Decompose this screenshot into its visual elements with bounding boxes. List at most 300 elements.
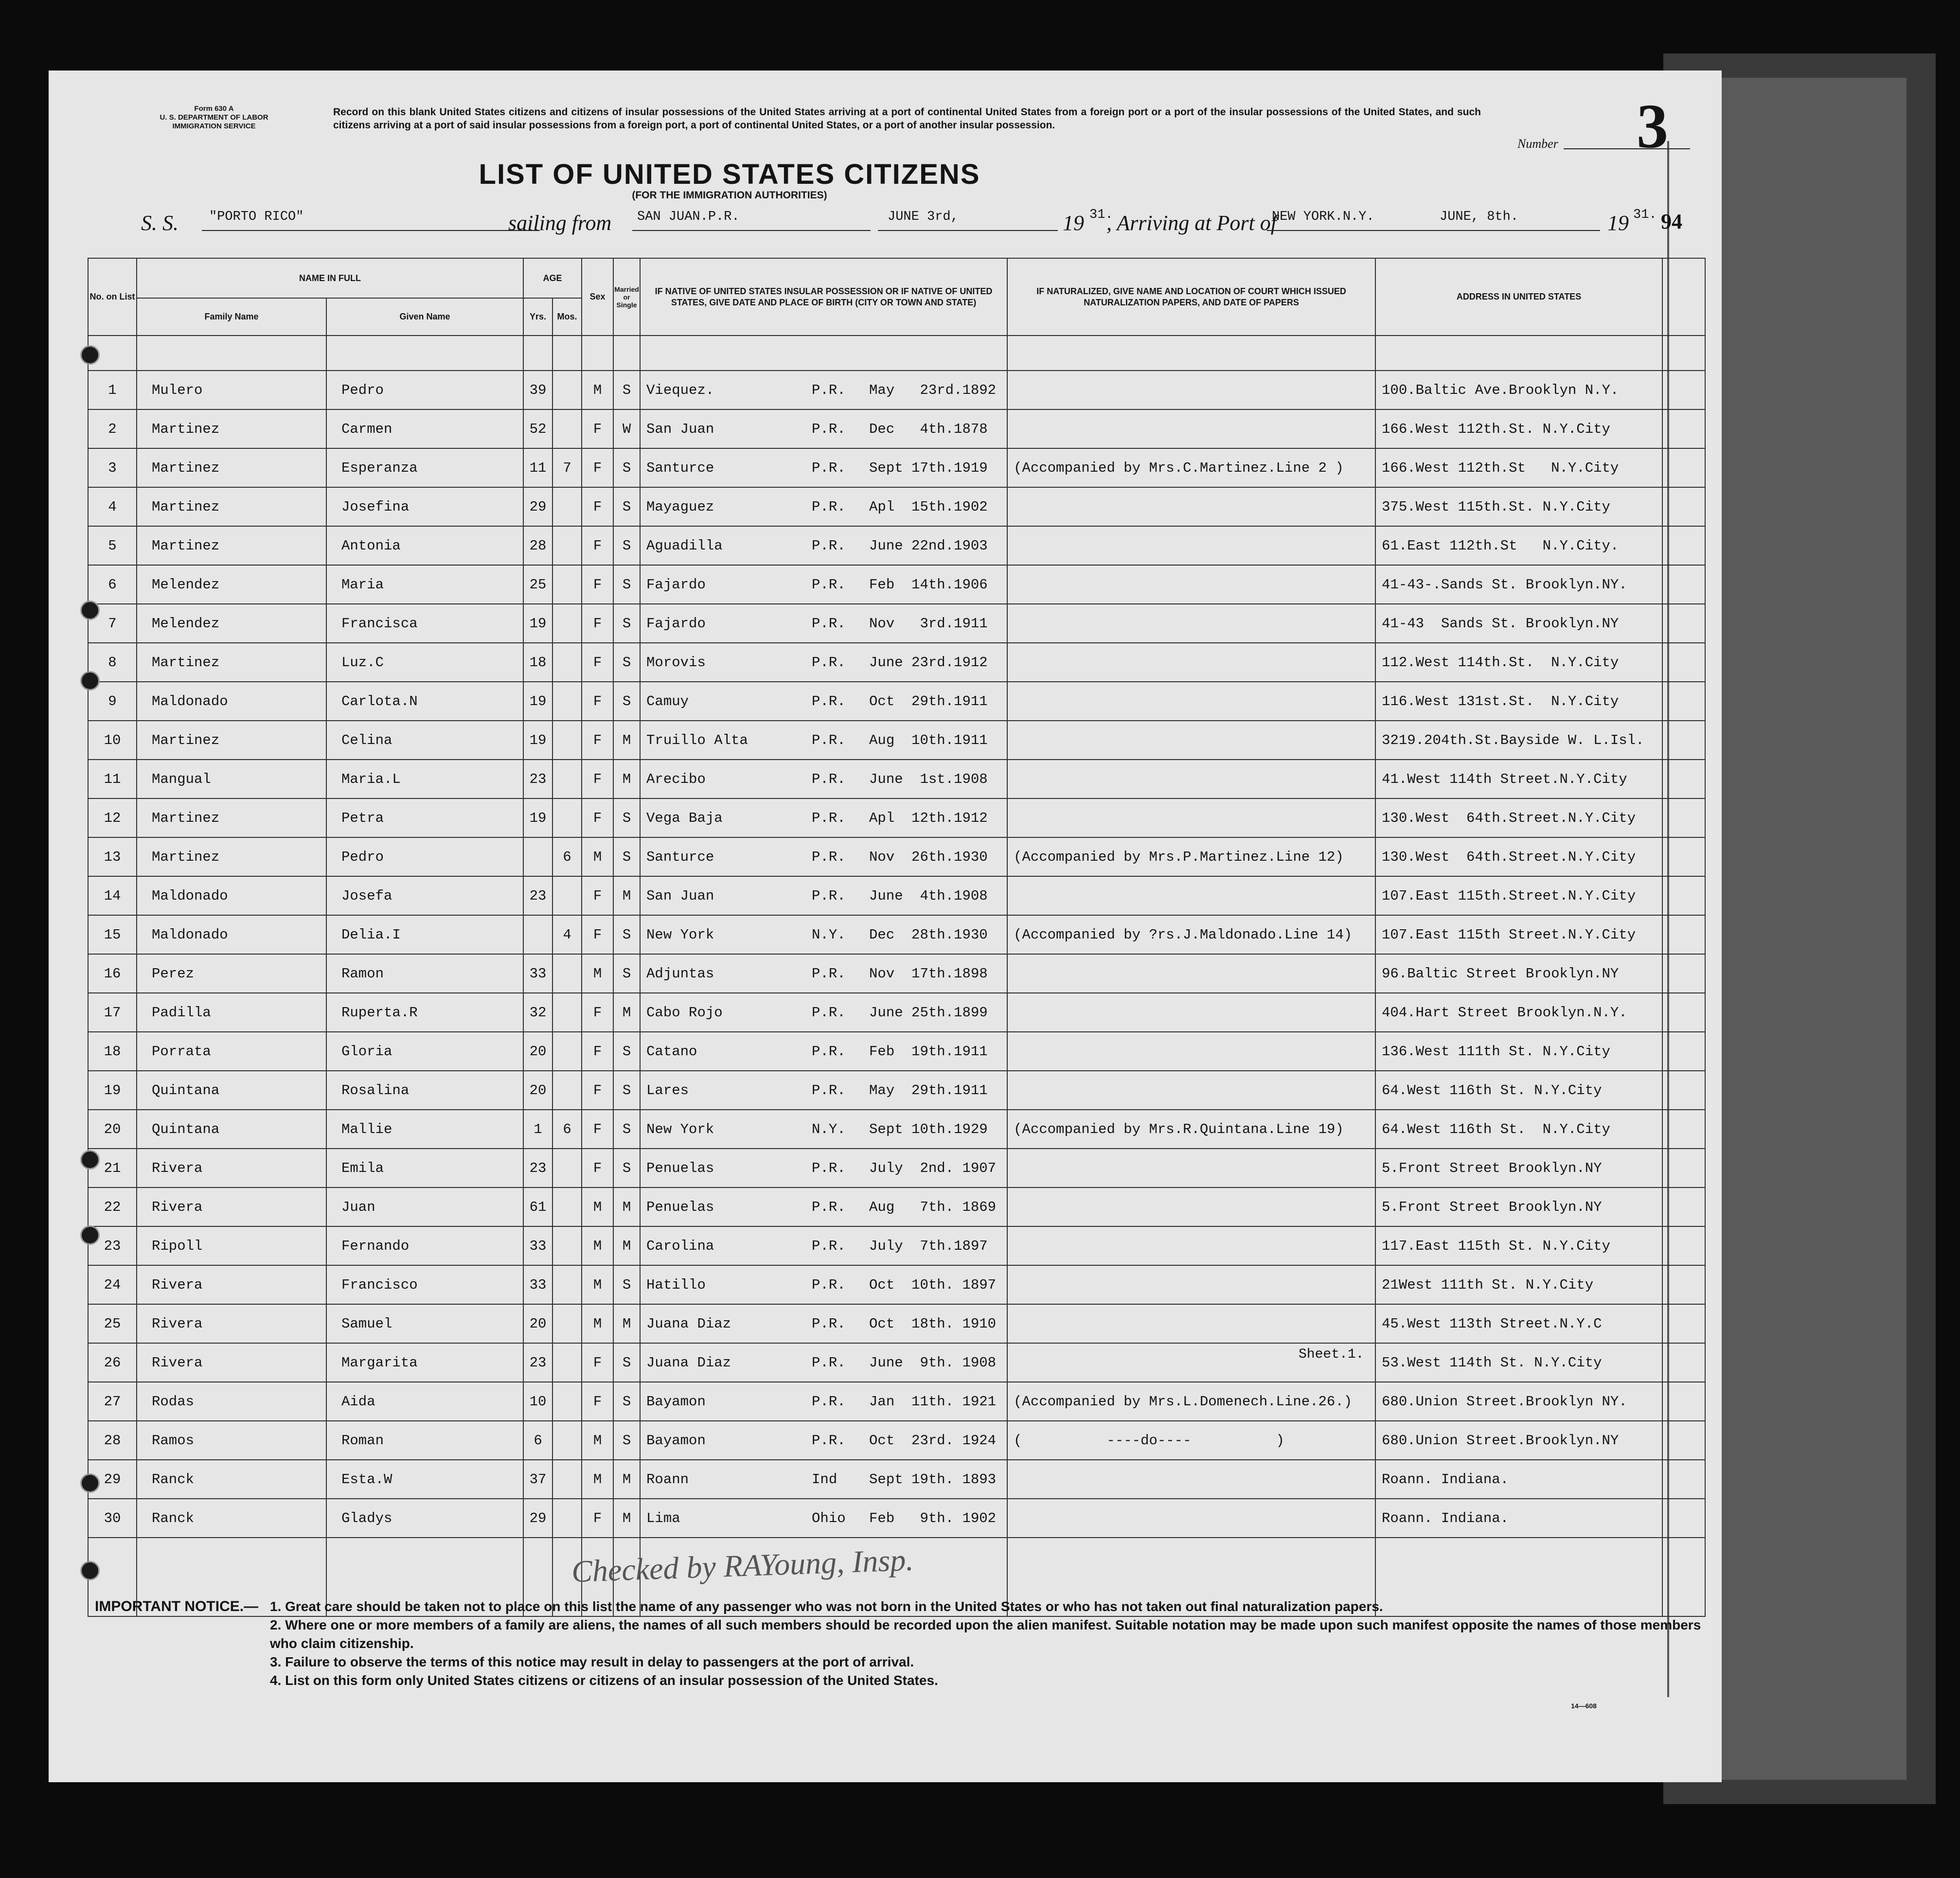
family-name: Martinez <box>137 448 326 487</box>
birth-info <box>640 643 1007 682</box>
given-name: Ramon <box>326 954 523 993</box>
birth-date: Apl 12th.1912 <box>869 810 988 826</box>
row-number: 29 <box>88 1460 137 1499</box>
birth-state: P.R. <box>812 1393 846 1410</box>
birth-place: Penuelas <box>646 1160 714 1176</box>
age-years: 19 <box>523 721 552 760</box>
age-months <box>552 1421 582 1460</box>
row-number: 16 <box>88 954 137 993</box>
given-name: Samuel <box>326 1304 523 1343</box>
birth-date: Nov 26th.1930 <box>869 849 988 865</box>
family-name: Quintana <box>137 1071 326 1110</box>
birth-date: June 25th.1899 <box>869 1004 988 1021</box>
row-number: 3 <box>88 448 137 487</box>
birth-place: Catano <box>646 1043 697 1060</box>
birth-state: P.R. <box>812 965 846 982</box>
birth-place: Camuy <box>646 693 689 709</box>
blank-cell <box>1662 409 1705 448</box>
sex: F <box>582 915 613 954</box>
table-row <box>88 1304 1705 1343</box>
birth-date: Feb 19th.1911 <box>869 1043 988 1060</box>
notice-heading: IMPORTANT NOTICE.— <box>95 1598 259 1614</box>
birth-date: June 22nd.1903 <box>869 537 988 554</box>
age-years: 20 <box>523 1071 552 1110</box>
birth-state: P.R. <box>812 1315 846 1332</box>
us-address: Roann. Indiana. <box>1375 1499 1662 1538</box>
row-number: 23 <box>88 1226 137 1265</box>
birth-info <box>640 1187 1007 1226</box>
birth-date: Feb 9th. 1902 <box>869 1510 997 1526</box>
marital-status: M <box>613 1460 640 1499</box>
us-address: 41.West 114th Street.N.Y.City <box>1375 760 1662 798</box>
table-row <box>88 760 1705 798</box>
marital-status: S <box>613 487 640 526</box>
birth-date: Sept 10th.1929 <box>869 1121 988 1137</box>
page-subtitle: (FOR THE IMMIGRATION AUTHORITIES) <box>632 190 827 201</box>
blank-cell <box>1662 954 1705 993</box>
age-months <box>552 721 582 760</box>
birth-state: P.R. <box>812 576 846 593</box>
birth-state: P.R. <box>812 654 846 671</box>
family-name: Rodas <box>137 1382 326 1421</box>
naturalization-note <box>1007 1499 1375 1538</box>
marital-status: M <box>613 721 640 760</box>
naturalization-note <box>1007 798 1375 837</box>
table-row <box>88 1460 1705 1499</box>
family-name: Rivera <box>137 1343 326 1382</box>
table-row <box>88 1149 1705 1187</box>
sex: M <box>582 1187 613 1226</box>
given-name: Pedro <box>326 837 523 876</box>
naturalization-note: (Accompanied by Mrs.C.Martinez.Line 2 ) <box>1007 448 1375 487</box>
birth-info <box>640 487 1007 526</box>
age-months <box>552 1343 582 1382</box>
blank-cell <box>1662 487 1705 526</box>
birth-date: June 23rd.1912 <box>869 654 988 671</box>
age-months <box>552 1032 582 1071</box>
naturalization-note: (Accompanied by Mrs.P.Martinez.Line 12) <box>1007 837 1375 876</box>
sex: F <box>582 448 613 487</box>
birth-state: P.R. <box>812 887 846 904</box>
age-years: 1 <box>523 1110 552 1149</box>
birth-info <box>640 876 1007 915</box>
marital-status: M <box>613 876 640 915</box>
marital-status: M <box>613 760 640 798</box>
blank-cell <box>1662 837 1705 876</box>
given-name: Josefina <box>326 487 523 526</box>
age-months <box>552 1382 582 1421</box>
arrival-date: JUNE, 8th. <box>1440 210 1519 224</box>
blank-cell <box>1662 1187 1705 1226</box>
birth-place: Adjuntas <box>646 965 714 982</box>
sex: F <box>582 1110 613 1149</box>
birth-state: P.R. <box>812 1276 846 1293</box>
table-row <box>88 1071 1705 1110</box>
age-years: 25 <box>523 565 552 604</box>
given-name: Juan <box>326 1187 523 1226</box>
given-name: Aida <box>326 1382 523 1421</box>
age-months <box>552 760 582 798</box>
arrival-port: NEW YORK.N.Y. <box>1272 210 1374 224</box>
sex: F <box>582 409 613 448</box>
given-name: Mallie <box>326 1110 523 1149</box>
family-name: Rivera <box>137 1304 326 1343</box>
birth-place: Santurce <box>646 460 714 476</box>
birth-date: Aug 10th.1911 <box>869 732 988 748</box>
age-months <box>552 1071 582 1110</box>
age-years: 23 <box>523 1149 552 1187</box>
blank-cell <box>1662 760 1705 798</box>
us-address: 41-43-.Sands St. Brooklyn.NY. <box>1375 565 1662 604</box>
birth-place: New York <box>646 926 714 943</box>
notice-item: 4. List on this form only United States citizens or citizens of an insular possession of the United States. <box>270 1673 938 1688</box>
age-years: 18 <box>523 643 552 682</box>
col-address: ADDRESS IN UNITED STATES <box>1375 258 1662 336</box>
departure-port-underline <box>632 230 871 231</box>
birth-state: P.R. <box>812 498 846 515</box>
departure-year-suffix: 31. <box>1089 208 1113 222</box>
birth-info <box>640 1304 1007 1343</box>
birth-place: New York <box>646 1121 714 1137</box>
family-name: Martinez <box>137 798 326 837</box>
marital-status: W <box>613 409 640 448</box>
inspector-signature: Checked by RAYoung, Insp. <box>570 1542 914 1589</box>
birth-info <box>640 565 1007 604</box>
us-address: 107.East 115th.Street.N.Y.City <box>1375 876 1662 915</box>
row-number: 17 <box>88 993 137 1032</box>
birth-info <box>640 1421 1007 1460</box>
birth-place: Vega Baja <box>646 810 723 826</box>
age-years: 52 <box>523 409 552 448</box>
passenger-rows <box>88 336 1705 1616</box>
marital-status: S <box>613 682 640 721</box>
age-months <box>552 371 582 409</box>
birth-state: P.R. <box>812 1238 846 1254</box>
blank-cell <box>1662 371 1705 409</box>
naturalization-note <box>1007 1304 1375 1343</box>
us-address: Roann. Indiana. <box>1375 1460 1662 1499</box>
naturalization-note <box>1007 1265 1375 1304</box>
birth-place: Juana Diaz <box>646 1354 731 1371</box>
birth-date: May 29th.1911 <box>869 1082 988 1098</box>
given-name: Petra <box>326 798 523 837</box>
blank-cell <box>1662 1265 1705 1304</box>
us-address: 107.East 115th Street.N.Y.City <box>1375 915 1662 954</box>
col-sex: Sex <box>582 258 613 336</box>
sex: M <box>582 837 613 876</box>
naturalization-note <box>1007 565 1375 604</box>
row-number: 19 <box>88 1071 137 1110</box>
family-name: Perez <box>137 954 326 993</box>
naturalization-note: (Accompanied by Mrs.R.Quintana.Line 19) <box>1007 1110 1375 1149</box>
birth-date: Nov 3rd.1911 <box>869 615 988 632</box>
row-number: 22 <box>88 1187 137 1226</box>
birth-info <box>640 760 1007 798</box>
naturalization-note <box>1007 526 1375 565</box>
birth-place: San Juan <box>646 421 714 437</box>
us-address: 61.East 112th.St N.Y.City. <box>1375 526 1662 565</box>
arriving-label: , Arriving at Port of <box>1106 211 1277 235</box>
us-address: 53.West 114th St. N.Y.City <box>1375 1343 1662 1382</box>
sex: M <box>582 1460 613 1499</box>
given-name: Francisca <box>326 604 523 643</box>
row-number: 1 <box>88 371 137 409</box>
blank-cell <box>1662 993 1705 1032</box>
blank-cell <box>1662 1421 1705 1460</box>
age-months <box>552 954 582 993</box>
us-address: 21West 111th St. N.Y.City <box>1375 1265 1662 1304</box>
table-row <box>88 1421 1705 1460</box>
sex: M <box>582 954 613 993</box>
birth-place: Penuelas <box>646 1199 714 1215</box>
birth-place: Aguadilla <box>646 537 723 554</box>
birth-date: June 9th. 1908 <box>869 1354 997 1371</box>
table-row <box>88 798 1705 837</box>
age-months <box>552 798 582 837</box>
age-months <box>552 526 582 565</box>
sex: M <box>582 371 613 409</box>
marital-status: S <box>613 798 640 837</box>
age-months: 6 <box>552 837 582 876</box>
birth-date: July 2nd. 1907 <box>869 1160 997 1176</box>
ss-label: S. S. <box>141 211 178 235</box>
age-months <box>552 993 582 1032</box>
age-months <box>552 1304 582 1343</box>
table-row <box>88 1382 1705 1421</box>
arrival-year-suffix: 31. <box>1633 208 1657 222</box>
birth-info <box>640 604 1007 643</box>
family-name: Rivera <box>137 1265 326 1304</box>
blank-cell <box>1662 915 1705 954</box>
given-name: Francisco <box>326 1265 523 1304</box>
us-address: 96.Baltic Street Brooklyn.NY <box>1375 954 1662 993</box>
birth-date: Dec 4th.1878 <box>869 421 988 437</box>
blank-cell <box>1662 1460 1705 1499</box>
given-name: Esperanza <box>326 448 523 487</box>
page-number: 94 <box>1661 210 1682 233</box>
age-months: 4 <box>552 915 582 954</box>
col-birth: IF NATIVE OF UNITED STATES INSULAR POSSESSION OR IF NATIVE OF UNITED STATES, GIVE DATE AND PLACE OF BIRTH (CITY OR TOWN AND STATE) <box>640 258 1007 336</box>
family-name: Ripoll <box>137 1226 326 1265</box>
us-address: 117.East 115th St. N.Y.City <box>1375 1226 1662 1265</box>
birth-state: P.R. <box>812 615 846 632</box>
blank-cell <box>1662 1032 1705 1071</box>
arrival-port-underline <box>1267 230 1457 231</box>
given-name: Luz.C <box>326 643 523 682</box>
row-number: 12 <box>88 798 137 837</box>
marital-status: S <box>613 1421 640 1460</box>
given-name: Celina <box>326 721 523 760</box>
birth-state: P.R. <box>812 537 846 554</box>
birth-state: P.R. <box>812 1160 846 1176</box>
row-number: 25 <box>88 1304 137 1343</box>
age-years: 10 <box>523 1382 552 1421</box>
age-months <box>552 1226 582 1265</box>
table-row <box>88 954 1705 993</box>
age-months <box>552 409 582 448</box>
birth-info <box>640 993 1007 1032</box>
sex: F <box>582 1343 613 1382</box>
birth-date: Aug 7th. 1869 <box>869 1199 997 1215</box>
naturalization-note <box>1007 643 1375 682</box>
family-name: Rivera <box>137 1187 326 1226</box>
family-name: Melendez <box>137 604 326 643</box>
birth-info <box>640 448 1007 487</box>
us-address: 5.Front Street Brooklyn.NY <box>1375 1187 1662 1226</box>
col-no-on-list: No. on List <box>88 258 137 336</box>
birth-date: Sept 19th. 1893 <box>869 1471 997 1488</box>
birth-place: Juana Diaz <box>646 1315 731 1332</box>
table-row <box>88 448 1705 487</box>
birth-info <box>640 1032 1007 1071</box>
given-name: Carlota.N <box>326 682 523 721</box>
table-row <box>88 526 1705 565</box>
col-name-in-full: NAME IN FULL <box>137 258 523 298</box>
number-underline <box>1564 148 1690 149</box>
sex: F <box>582 993 613 1032</box>
given-name: Pedro <box>326 371 523 409</box>
row-number: 14 <box>88 876 137 915</box>
age-months <box>552 682 582 721</box>
family-name: Maldonado <box>137 915 326 954</box>
given-name: Carmen <box>326 409 523 448</box>
punch-hole <box>80 671 100 691</box>
birth-info <box>640 1149 1007 1187</box>
sex: F <box>582 526 613 565</box>
blank-cell <box>1662 798 1705 837</box>
table-row <box>88 1187 1705 1226</box>
birth-info <box>640 1343 1007 1382</box>
blank-cell <box>1662 682 1705 721</box>
age-years: 23 <box>523 760 552 798</box>
naturalization-note <box>1007 487 1375 526</box>
birth-info <box>640 721 1007 760</box>
given-name: Delia.I <box>326 915 523 954</box>
birth-place: Fajardo <box>646 615 706 632</box>
table-row <box>88 915 1705 954</box>
age-months <box>552 604 582 643</box>
sex: F <box>582 798 613 837</box>
ship-name: "PORTO RICO" <box>209 210 304 224</box>
marital-status: S <box>613 915 640 954</box>
col-blank <box>1662 258 1705 336</box>
given-name: Antonia <box>326 526 523 565</box>
table-header-row <box>88 258 1705 298</box>
manifest-page <box>49 71 1722 1782</box>
age-months <box>552 643 582 682</box>
birth-info <box>640 409 1007 448</box>
blank-cell <box>1662 448 1705 487</box>
departure-year-prefix: 19 <box>1063 211 1084 235</box>
col-married-single: Married or Single <box>613 258 640 336</box>
family-name: Martinez <box>137 721 326 760</box>
marital-status: S <box>613 1149 640 1187</box>
punch-hole <box>80 1150 100 1169</box>
naturalization-note <box>1007 1032 1375 1071</box>
birth-place: Lima <box>646 1510 680 1526</box>
birth-state: P.R. <box>812 771 846 787</box>
sex: F <box>582 1382 613 1421</box>
table-row <box>88 604 1705 643</box>
family-name: Martinez <box>137 837 326 876</box>
marital-status: S <box>613 565 640 604</box>
blank-cell <box>1662 1149 1705 1187</box>
marital-status: S <box>613 371 640 409</box>
marital-status: M <box>613 993 640 1032</box>
given-name: Margarita <box>326 1343 523 1382</box>
page-title: LIST OF UNITED STATES CITIZENS <box>479 159 980 190</box>
marital-status: S <box>613 643 640 682</box>
birth-place: Santurce <box>646 849 714 865</box>
us-address: 64.West 116th St. N.Y.City <box>1375 1071 1662 1110</box>
marital-status: S <box>613 1032 640 1071</box>
form-code: 14—608 <box>1571 1702 1597 1710</box>
naturalization-note <box>1007 604 1375 643</box>
age-years: 33 <box>523 954 552 993</box>
form-identifier: Form 630 A U. S. DEPARTMENT OF LABOR IMMIGRATION SERVICE <box>160 105 268 130</box>
age-months <box>552 565 582 604</box>
birth-place: Truillo Alta <box>646 732 748 748</box>
us-address: 166.West 112th.St N.Y.City <box>1375 448 1662 487</box>
given-name: Emila <box>326 1149 523 1187</box>
sex: F <box>582 1032 613 1071</box>
table-row <box>88 409 1705 448</box>
table-row <box>88 837 1705 876</box>
row-number: 21 <box>88 1149 137 1187</box>
sex: F <box>582 487 613 526</box>
given-name: Gladys <box>326 1499 523 1538</box>
birth-date: June 1st.1908 <box>869 771 988 787</box>
age-years <box>523 837 552 876</box>
table-row <box>88 643 1705 682</box>
birth-place: Morovis <box>646 654 706 671</box>
sex: M <box>582 1304 613 1343</box>
underlying-sheet-edge <box>1702 78 1907 1780</box>
row-number: 10 <box>88 721 137 760</box>
row-number: 27 <box>88 1382 137 1421</box>
given-name: Josefa <box>326 876 523 915</box>
birth-state: P.R. <box>812 1354 846 1371</box>
sex: F <box>582 1071 613 1110</box>
row-number: 11 <box>88 760 137 798</box>
us-address: 130.West 64th.Street.N.Y.City <box>1375 798 1662 837</box>
birth-place: Mayaguez <box>646 498 714 515</box>
naturalization-note <box>1007 1226 1375 1265</box>
us-address: 64.West 116th St. N.Y.City <box>1375 1110 1662 1149</box>
birth-place: Viequez. <box>646 382 714 398</box>
number-label: Number <box>1517 137 1558 151</box>
col-family-name: Family Name <box>137 298 326 336</box>
birth-info <box>640 1071 1007 1110</box>
birth-date: June 4th.1908 <box>869 887 988 904</box>
birth-state: P.R. <box>812 1043 846 1060</box>
birth-date: Dec 28th.1930 <box>869 926 988 943</box>
family-name: Mangual <box>137 760 326 798</box>
birth-place: Fajardo <box>646 576 706 593</box>
notice-item: 1. Great care should be taken not to place on this list the name of any passenger who was not born in the United States or who has not taken out final naturalization papers. <box>270 1599 1383 1614</box>
marital-status: S <box>613 837 640 876</box>
age-months <box>552 1149 582 1187</box>
birth-state: N.Y. <box>812 926 846 943</box>
birth-info <box>640 1499 1007 1538</box>
blank-cell <box>1662 721 1705 760</box>
marital-status: S <box>613 1382 640 1421</box>
birth-info <box>640 837 1007 876</box>
row-number: 2 <box>88 409 137 448</box>
sex: F <box>582 721 613 760</box>
birth-place: Carolina <box>646 1238 714 1254</box>
naturalization-note <box>1007 1071 1375 1110</box>
